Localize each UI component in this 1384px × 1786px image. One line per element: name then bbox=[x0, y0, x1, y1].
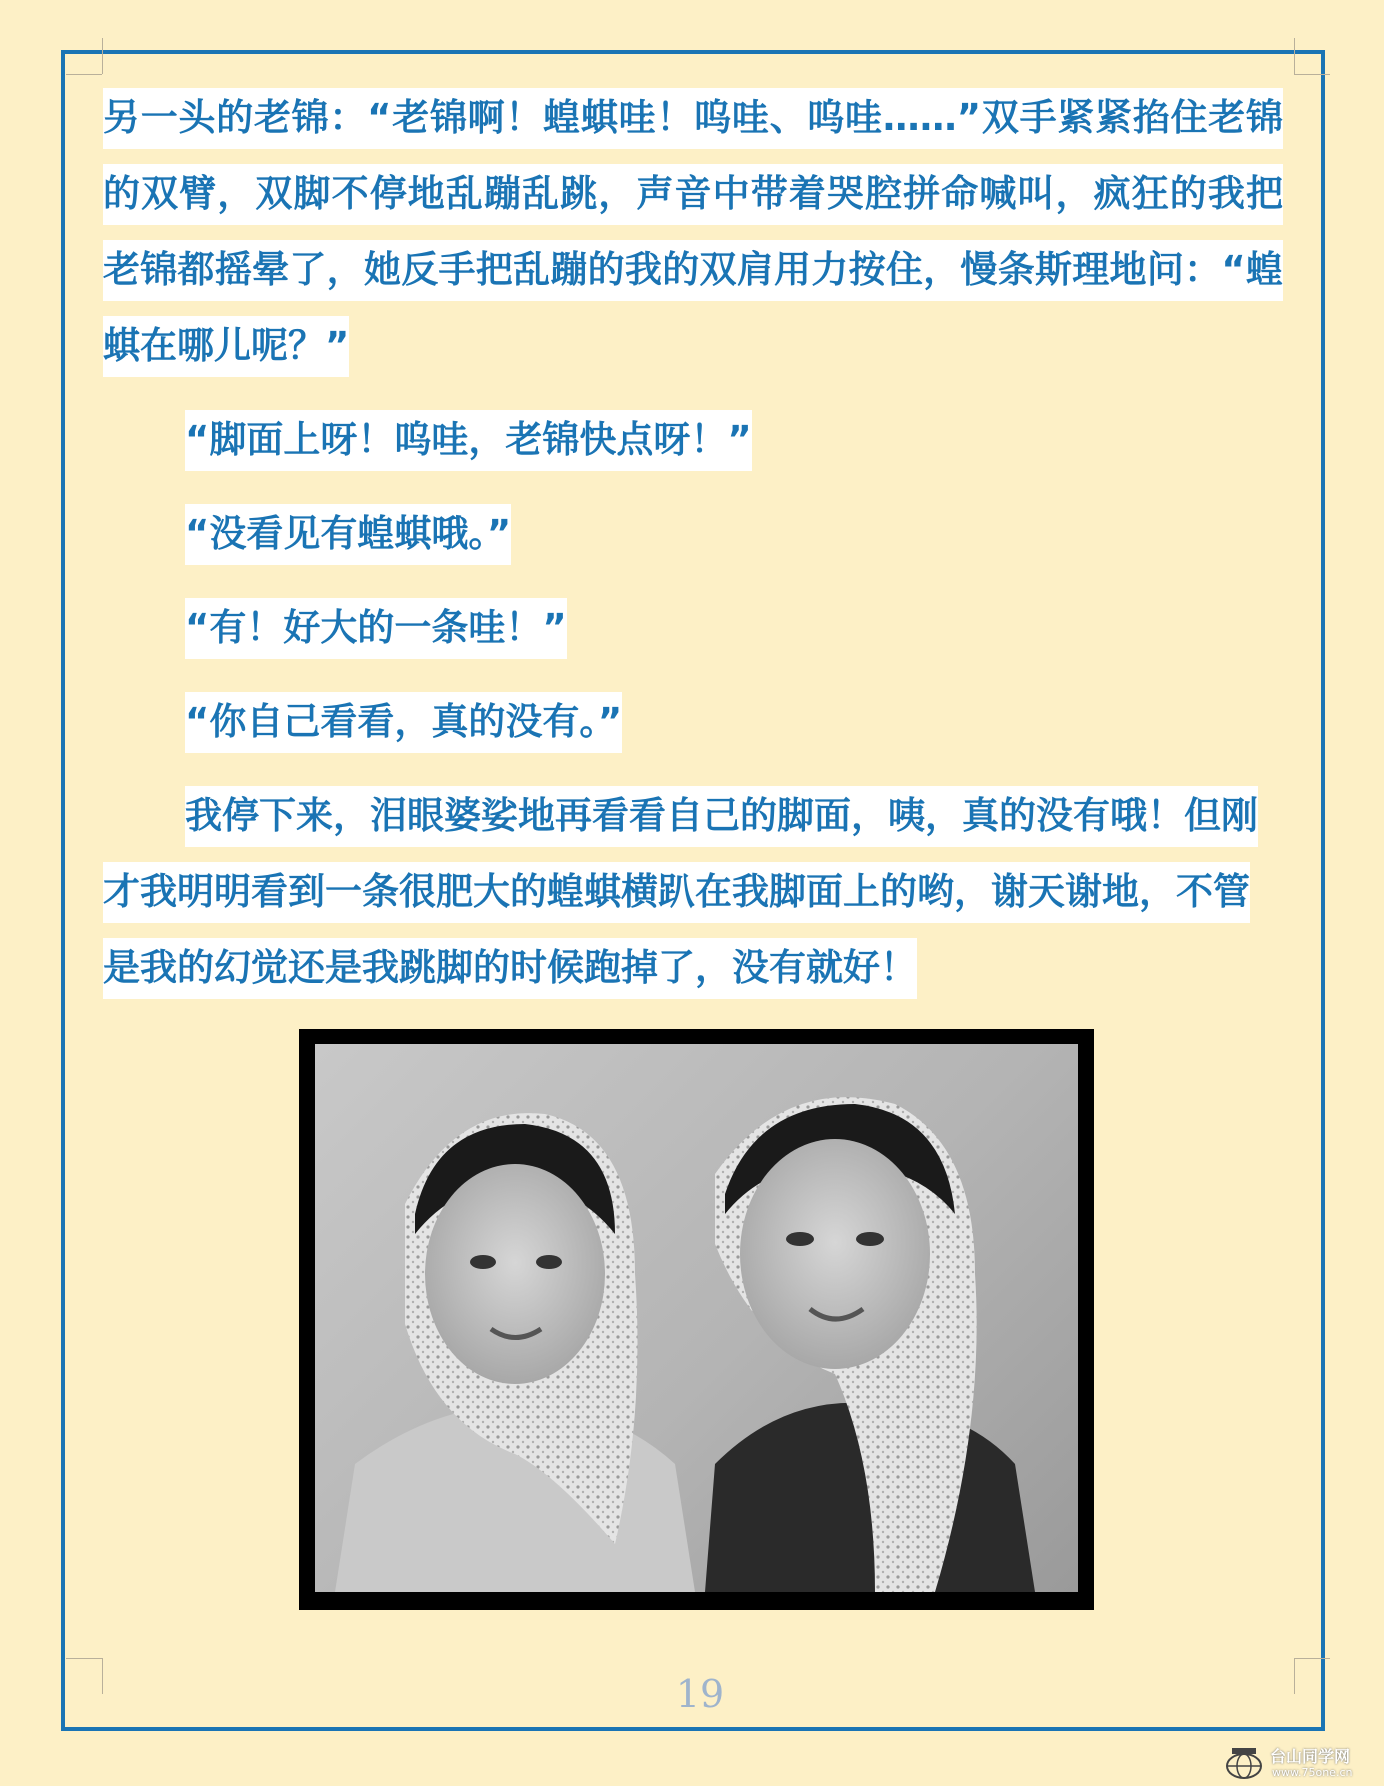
paragraph-3 bbox=[103, 496, 1283, 572]
paragraph-text: 另一头的老锦：“老锦啊！蝗蜞哇！呜哇、呜哇……”双手紧紧掐住老锦的双臂，双脚不停地乱蹦乱跳，声音中带着哭腔拼命喊叫，疯狂的我把老锦都摇晕了，她反手把乱蹦的我的双肩用力按住，慢条斯理地问：“蝗蜞在哪儿呢？” bbox=[103, 88, 1283, 377]
globe-icon bbox=[1224, 1748, 1264, 1780]
paragraph-text: “脚面上呀！呜哇，老锦快点呀！” bbox=[185, 410, 752, 471]
paragraph-text: “你自己看看，真的没有。” bbox=[185, 692, 622, 753]
paragraph-1 bbox=[103, 80, 1283, 384]
paragraph-6 bbox=[103, 778, 1283, 1006]
paragraph-4 bbox=[103, 590, 1283, 666]
photo-illustration bbox=[315, 1044, 1078, 1592]
crop-mark bbox=[102, 1658, 103, 1694]
crop-mark bbox=[66, 74, 102, 75]
watermark-site-name: 台山同学网 bbox=[1270, 1747, 1351, 1766]
paragraph-text: “有！好大的一条哇！” bbox=[185, 598, 567, 659]
crop-mark bbox=[1294, 74, 1330, 75]
vintage-photo bbox=[299, 1029, 1094, 1610]
site-watermark[interactable] bbox=[1222, 1744, 1382, 1784]
paragraph-2 bbox=[103, 402, 1283, 478]
photo-image bbox=[315, 1044, 1078, 1592]
paragraph-5 bbox=[103, 684, 1283, 760]
body-text bbox=[103, 80, 1283, 1006]
crop-mark bbox=[1294, 38, 1295, 74]
watermark-site-url: www.75one.cn bbox=[1272, 1766, 1353, 1779]
crop-mark bbox=[1294, 1658, 1330, 1659]
crop-mark bbox=[66, 1658, 102, 1659]
crop-mark bbox=[1294, 1658, 1295, 1694]
crop-mark bbox=[102, 38, 103, 74]
paragraph-text: 我停下来，泪眼婆娑地再看看自己的脚面，咦，真的没有哦！但刚才我明明看到一条很肥大的蝗蜞横趴在我脚面上的哟，谢天谢地，不管是我的幻觉还是我跳脚的时候跑掉了，没有就好！ bbox=[103, 786, 1258, 999]
paragraph-text: “没看见有蝗蜞哦。” bbox=[185, 504, 511, 565]
page-number: 19 bbox=[675, 1672, 725, 1716]
